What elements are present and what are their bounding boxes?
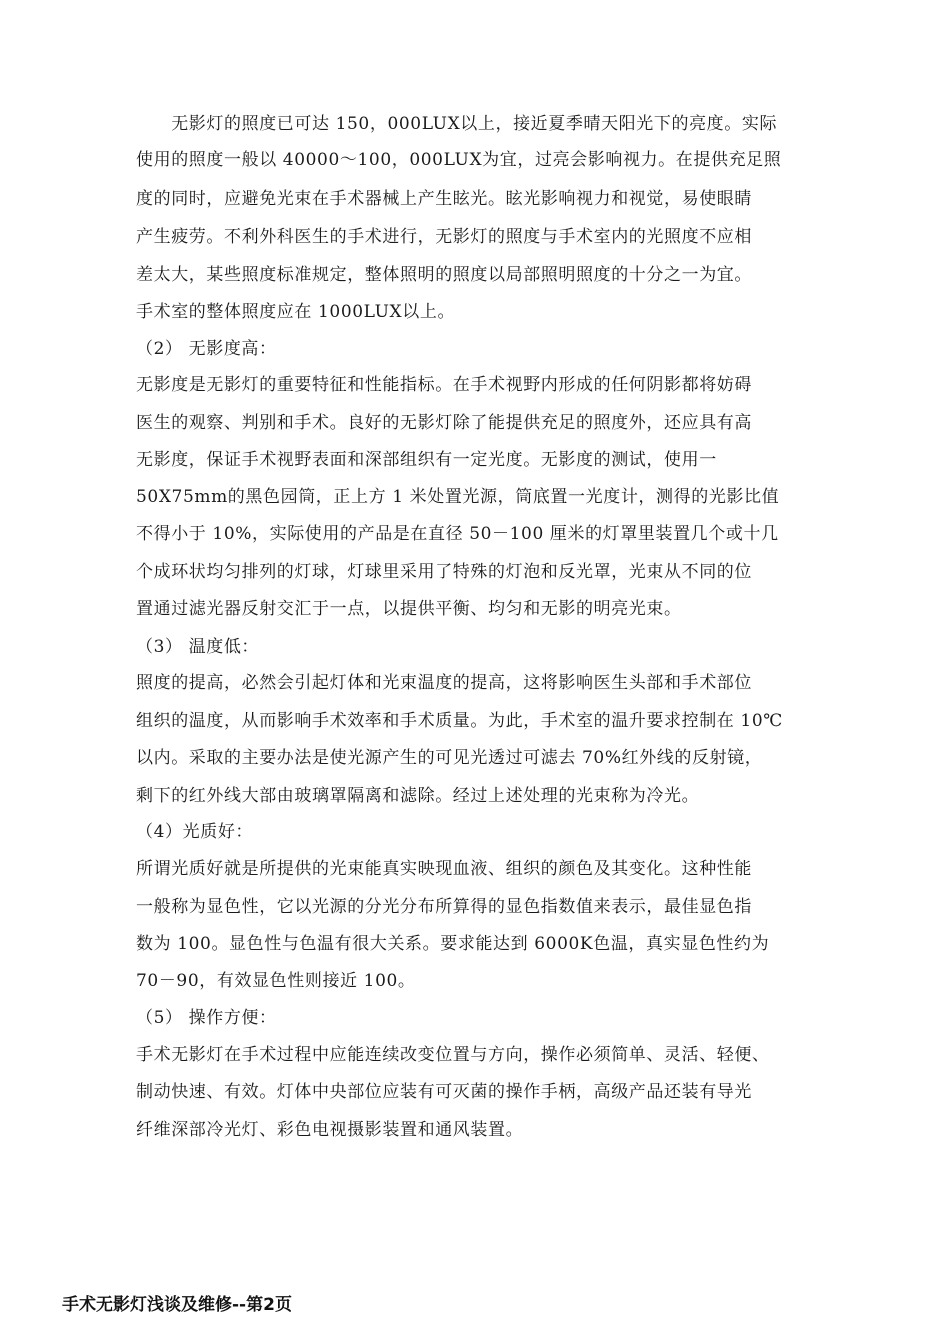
paragraph-line: 一般称为显色性，它以光源的分光分布所算得的显色指数值来表示，最佳显色指 [136,897,752,917]
paragraph-line: 数为 100。显色性与色温有很大关系。要求能达到 6000K色温，真实显色性约为 [136,934,770,954]
paragraph-line: 个成环状均匀排列的灯球，灯球里采用了特殊的灯泡和反光罩，光束从不同的位 [136,562,752,582]
paragraph-line: 制动快速、有效。灯体中央部位应装有可灭菌的操作手柄，高级产品还装有导光 [136,1082,752,1102]
paragraph-line: 无影灯的照度已可达 150，000LUX以上，接近夏季晴天阳光下的亮度。实际 [136,114,778,134]
section-heading: （5） 操作方便： [136,1008,277,1028]
paragraph-line: 纤维深部冷光灯、彩色电视摄影装置和通风装置。 [136,1120,524,1140]
paragraph-line: 70－90，有效显色性则接近 100。 [136,971,416,991]
paragraph-line: 差太大，某些照度标准规定，整体照明的照度以局部照明照度的十分之一为宜。 [136,265,752,285]
paragraph-line: 置通过滤光器反射交汇于一点，以提供平衡、均匀和无影的明亮光束。 [136,599,682,619]
paragraph-line: 组织的温度，从而影响手术效率和手术质量。为此，手术室的温升要求控制在 10℃ [136,711,783,731]
paragraph-line: 不得小于 10%，实际使用的产品是在直径 50－100 厘米的灯罩里装置几个或十几 [136,524,779,544]
paragraph-line: 照度的提高，必然会引起灯体和光束温度的提高，这将影响医生头部和手术部位 [136,673,752,693]
paragraph-line: 医生的观察、判别和手术。良好的无影灯除了能提供充足的照度外，还应具有高 [136,413,752,433]
paragraph-line: 无影度，保证手术视野表面和深部组织有一定光度。无影度的测试，使用一 [136,450,717,470]
paragraph-line: 无影度是无影灯的重要特征和性能指标。在手术视野内形成的任何阴影都将妨碍 [136,375,752,395]
paragraph-line: 以内。采取的主要办法是使光源产生的可见光透过可滤去 70%红外线的反射镜， [136,748,763,768]
paragraph-line: 剩下的红外线大部由玻璃罩隔离和滤除。经过上述处理的光束称为冷光。 [136,786,700,806]
paragraph-line: 使用的照度一般以 40000～100，000LUX为宜，过亮会影响视力。在提供充足照 [136,150,782,170]
paragraph-line: 度的同时，应避免光束在手术器械上产生眩光。眩光影响视力和视觉，易使眼睛 [136,189,752,209]
paragraph-line: 所谓光质好就是所提供的光束能真实映现血液、组织的颜色及其变化。这种性能 [136,859,752,879]
paragraph-line: 手术无影灯在手术过程中应能连续改变位置与方向，操作必须简单、灵活、轻便、 [136,1045,770,1065]
section-heading: （4）光质好： [136,822,254,842]
section-heading: （2） 无影度高： [136,339,277,359]
paragraph-line: 产生疲劳。不利外科医生的手术进行，无影灯的照度与手术室内的光照度不应相 [136,227,752,247]
page-footer: 手术无影灯浅谈及维修--第2页 [62,1295,292,1315]
paragraph-line: 50X75mm的黑色园筒，正上方 1 米处置光源，筒底置一光度计，测得的光影比值 [136,487,780,507]
paragraph-line: 手术室的整体照度应在 1000LUX以上。 [136,302,456,322]
section-heading: （3） 温度低： [136,637,260,657]
